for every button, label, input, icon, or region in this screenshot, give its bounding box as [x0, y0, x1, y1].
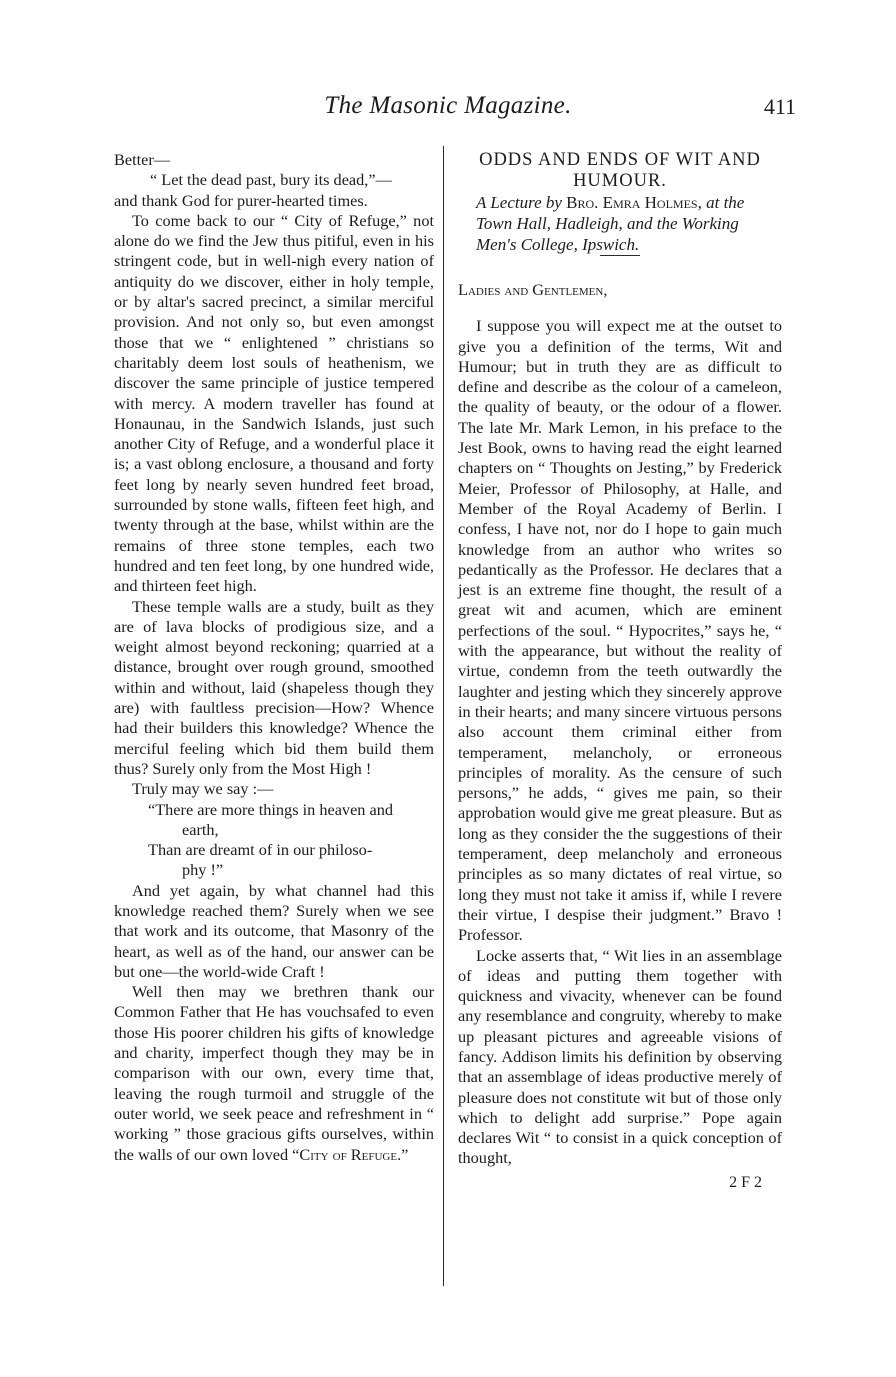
city-of-refuge: City of Refuge [299, 1144, 398, 1164]
author-name: Bro. Emra Holmes, [566, 193, 702, 212]
paragraph-end: .” [397, 1144, 409, 1164]
byline-prefix: A Lecture by [476, 193, 562, 212]
running-title: The Masonic Magazine. [324, 92, 572, 119]
paragraph: Locke asserts that, “ Wit lies in an assemblage of ideas and putting them together with quickness and vivacity, whenever can be found any resemblance and congruity, whereby to make up pleasant pictures and agreeable visions of fancy. Addison limits his definition by observing that an assemblage of ideas productive merely of pleasure does not constitute wit but of those only which to delight add surprise.” Pope again declares Wit “ to consist in a quick conception of thought, [458, 945, 782, 1168]
paragraph: I suppose you will expect me at the outset to give you a definition of the terms, Wit and Humour; but in truth they are as difficult to define and describe as the colour of a cameleon, the quality of beauty, or the odour of a flower. The late Mr. Mark Lemon, in his preface to the Jest Book, owns to having read the eight learned chapters on “ Thoughts on Jesting,” by Frederick Meier, Professor of Philosophy, at Halle, and Member of the Royal Academy of Berlin. I confess, I have not, nor do I hope to gain much knowledge from an author who writes so pedantically as the Professor. He declares that a jest is an extreme fine thought, the result of a great wit and acumen, which are eminent perfections of the soul. “ Hypocrites,” says he, “ with the appearance, but without the reality of virtue, condemn from the teeth outwardly the laughter and jesting which they sincerely approve in their hearts; and many sincere virtuous persons also account them criminal either from temperament, melancholy, or erroneous principles of morality. As the censure of such persons,” he adds, “ gives me pain, so their approbation would give me great pleasure. But as long as they consider the the suggestions of their temperament, deep melancholy and erroneous principles as so many dictates of real virtue, so long they must not take it amiss if, while I revere their virtue, I despise their judgment.” Bravo ! Professor. [458, 316, 782, 945]
quote-follow: and thank God for purer-hearted times. [114, 190, 368, 210]
poem-line-continuation: earth, [182, 819, 219, 839]
poem-line: Than are dreamt of in our philoso- [148, 840, 373, 860]
byline-venue: at the Town Hall, Hadleigh, and the Working Men's College, Ipswich. [476, 193, 745, 254]
column-divider [443, 146, 444, 1286]
signature-mark: 2 F 2 [729, 1173, 762, 1191]
poem-line: “There are more things in heaven and [148, 799, 394, 819]
article-title: ODDS AND ENDS OF WIT AND HUMOUR. [479, 150, 761, 191]
quote-line: “ Let the dead past, bury its dead,”— [150, 170, 392, 190]
paragraph: These temple walls are a study, built as they are of lava blocks of prodigious size, and a weight almost beyond reckoning; quarried at a distance, brought over rough ground, smoothed within and without, laid (shapeless though they are) with faultless precision—How? Whence had their builders this knowledge? Whence the merciful feeling which bid them build them thus? Surely only from the Most High ! [114, 596, 434, 778]
salutation: Ladies and Gentlemen, [458, 280, 608, 299]
poem-line-continuation: phy !” [182, 860, 224, 880]
byline [458, 192, 782, 255]
left-column [114, 150, 434, 1165]
paragraph: To come back to our “ City of Refuge,” not alone do we find the Jew thus pitiful, even in his stringent code, but in well-nigh every nation of antiquity do we discover, either in holy temple, or by altar's sacred precinct, a similar merciful provision. And not only so, but even amongst those that we “ enlightened ” christians so charitably deem lost souls of heathenism, we discover the same principle of justice tempered with mercy. A modern traveller has found at Honaunau, in the Sandwich Islands, just such another City of Refuge, and a wonderful place it is; a vast oblong enclosure, a thousand and forty feet long by nearly seven hundred feet broad, surrounded by stone walls, fifteen feet high, and twenty through at the base, whilst within are the remains of three stone temples, each two hundred and ten feet long, by one hundred wide, and thirteen feet high. [114, 210, 434, 596]
page-number: 411 [763, 94, 796, 119]
truly-line: Truly may we say :— [132, 779, 274, 799]
better-line: Better— [114, 150, 171, 169]
title-rule [600, 255, 640, 256]
closing-paragraph [114, 982, 434, 1165]
right-column [458, 150, 782, 1193]
paragraph: And yet again, by what channel had this knowledge reached them? Surely when we see that work and its outcome, that Masonry of the heart, as well as of the hand, our answer can be but one—the world-wide Craft ! [114, 880, 434, 981]
paragraph-text: Well then may we brethren thank our Common Father that He has vouchsafed to even those His poorer children his gifts of knowledge and charity, imperfect though they may be in comparison with our own, every time that, leaving the rough turmoil and struggle of the outer world, we seek peace and refreshment in “ working ” those gracious gifts ourselves, within the walls of our own loved “ [114, 982, 434, 1164]
page-header [0, 92, 896, 132]
